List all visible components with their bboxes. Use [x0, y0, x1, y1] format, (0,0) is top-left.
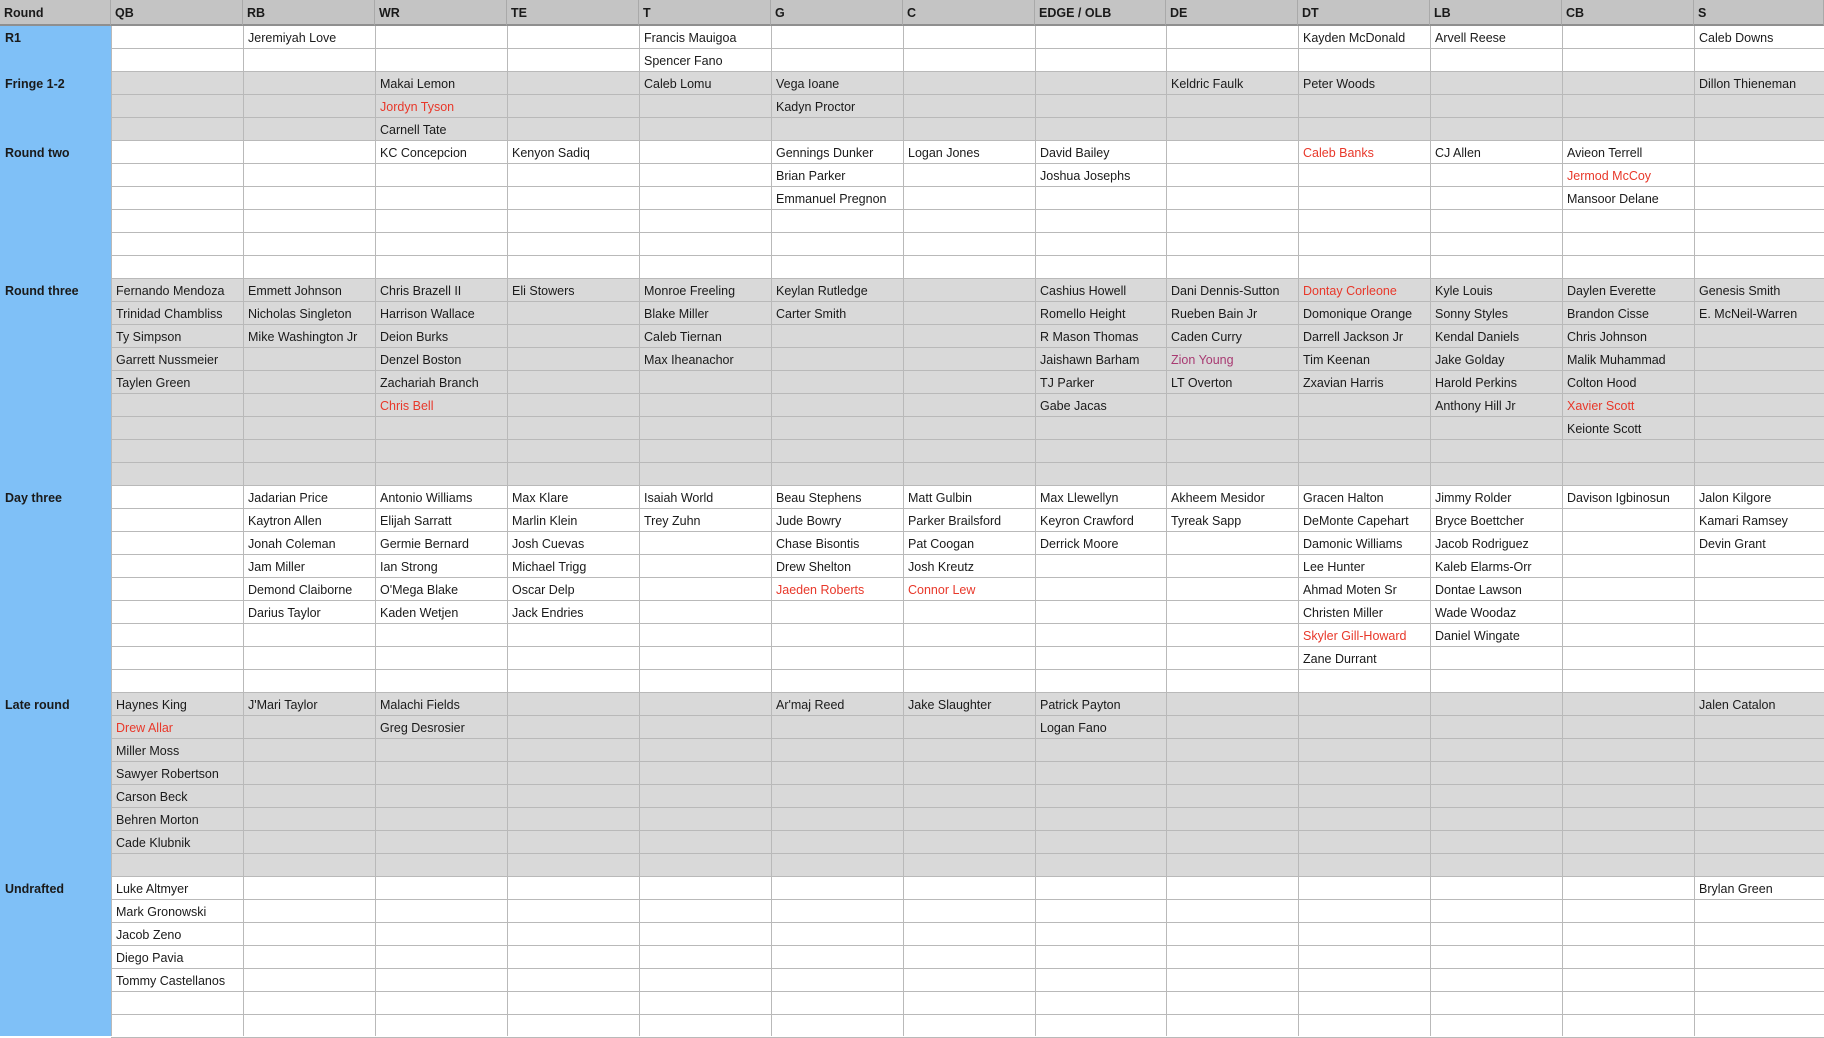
player-cell[interactable]: Makai Lemon [380, 77, 456, 91]
player-cell[interactable]: LT Overton [1171, 376, 1233, 390]
player-cell[interactable]: Dani Dennis-Sutton [1171, 284, 1280, 298]
column-divider [1694, 26, 1695, 1036]
player-cell[interactable]: Ty Simpson [116, 330, 182, 344]
round-label[interactable]: Round two [5, 146, 70, 160]
player-cell[interactable]: Jude Bowry [776, 514, 842, 528]
column-divider [111, 26, 112, 1036]
player-cell[interactable]: David Bailey [1040, 146, 1110, 160]
player-cell[interactable]: Cashius Howell [1040, 284, 1127, 298]
player-cell[interactable]: Luke Altmyer [116, 882, 189, 896]
player-cell[interactable]: Kayden McDonald [1303, 31, 1406, 45]
player-cell[interactable]: Spencer Fano [644, 54, 723, 68]
player-cell[interactable]: Kamari Ramsey [1699, 514, 1788, 528]
player-cell[interactable]: Max Llewellyn [1040, 491, 1119, 505]
player-cell[interactable]: Dontae Lawson [1435, 583, 1522, 597]
player-cell[interactable]: Fernando Mendoza [116, 284, 225, 298]
player-cell[interactable]: Kaytron Allen [248, 514, 322, 528]
player-cell[interactable]: Caleb Lomu [644, 77, 712, 91]
player-cell[interactable]: Beau Stephens [776, 491, 862, 505]
player-cell[interactable]: Greg Desrosier [380, 721, 465, 735]
column-header-qb[interactable]: QB [111, 0, 243, 26]
player-cell[interactable]: Deion Burks [380, 330, 449, 344]
player-cell[interactable]: Demond Claiborne [248, 583, 353, 597]
player-cell[interactable]: TJ Parker [1040, 376, 1095, 390]
player-cell[interactable]: Ar'maj Reed [776, 698, 845, 712]
player-cell[interactable]: Brian Parker [776, 169, 846, 183]
player-cell[interactable]: Harrison Wallace [380, 307, 475, 321]
player-cell[interactable]: Gracen Halton [1303, 491, 1384, 505]
column-header-t[interactable]: T [639, 0, 771, 26]
player-cell[interactable]: Trinidad Chambliss [116, 307, 223, 321]
player-cell[interactable]: Logan Jones [908, 146, 980, 160]
player-cell[interactable]: Domonique Orange [1303, 307, 1413, 321]
player-cell[interactable]: Diego Pavia [116, 951, 184, 965]
player-cell[interactable]: Sonny Styles [1435, 307, 1508, 321]
column-header-wr[interactable]: WR [375, 0, 507, 26]
player-cell[interactable]: Miller Moss [116, 744, 180, 758]
section-band-fringe-1-2 [111, 72, 1824, 141]
player-cell[interactable]: Ahmad Moten Sr [1303, 583, 1397, 597]
player-cell[interactable]: Nicholas Singleton [248, 307, 352, 321]
player-cell[interactable]: J'Mari Taylor [248, 698, 318, 712]
player-cell[interactable]: Skyler Gill-Howard [1303, 629, 1407, 643]
player-cell[interactable]: Max Iheanachor [644, 353, 734, 367]
player-cell[interactable]: Akheem Mesidor [1171, 491, 1265, 505]
row-divider [111, 117, 1824, 118]
player-cell[interactable]: Keionte Scott [1567, 422, 1642, 436]
player-cell[interactable]: Keyron Crawford [1040, 514, 1134, 528]
player-cell[interactable]: Emmanuel Pregnon [776, 192, 887, 206]
player-cell[interactable]: Trey Zuhn [644, 514, 701, 528]
column-header-edge-olb[interactable]: EDGE / OLB [1035, 0, 1166, 26]
player-cell[interactable]: Josh Cuevas [512, 537, 585, 551]
player-cell[interactable]: Darrell Jackson Jr [1303, 330, 1404, 344]
row-divider [111, 945, 1824, 946]
row-divider [111, 922, 1824, 923]
player-cell[interactable]: Jadarian Price [248, 491, 328, 505]
player-cell[interactable]: Jonah Coleman [248, 537, 336, 551]
player-cell[interactable]: Monroe Freeling [644, 284, 736, 298]
player-cell[interactable]: Colton Hood [1567, 376, 1637, 390]
player-cell[interactable]: Oscar Delp [512, 583, 575, 597]
player-cell[interactable]: Chris Johnson [1567, 330, 1647, 344]
column-divider [771, 26, 772, 1036]
player-cell[interactable]: DeMonte Capehart [1303, 514, 1409, 528]
player-cell[interactable]: Rueben Bain Jr [1171, 307, 1258, 321]
row-divider [111, 738, 1824, 739]
column-divider [1166, 26, 1167, 1036]
player-cell[interactable]: Xavier Scott [1567, 399, 1635, 413]
row-divider [111, 853, 1824, 854]
player-cell[interactable]: Anthony Hill Jr [1435, 399, 1516, 413]
player-cell[interactable]: Kenyon Sadiq [512, 146, 590, 160]
player-cell[interactable]: Tommy Castellanos [116, 974, 226, 988]
row-divider [111, 968, 1824, 969]
player-cell[interactable]: Max Klare [512, 491, 569, 505]
player-cell[interactable]: Malachi Fields [380, 698, 460, 712]
row-divider [111, 784, 1824, 785]
player-cell[interactable]: Gabe Jacas [1040, 399, 1107, 413]
player-cell[interactable]: Darius Taylor [248, 606, 321, 620]
player-cell[interactable]: Jacob Zeno [116, 928, 182, 942]
column-divider [507, 26, 508, 1036]
player-cell[interactable]: Joshua Josephs [1040, 169, 1131, 183]
player-cell[interactable]: Daylen Everette [1567, 284, 1656, 298]
column-divider [243, 26, 244, 1036]
player-cell[interactable]: Kadyn Proctor [776, 100, 856, 114]
player-cell[interactable]: Jimmy Rolder [1435, 491, 1512, 505]
player-cell[interactable]: Dontay Corleone [1303, 284, 1397, 298]
row-divider [111, 255, 1824, 256]
player-cell[interactable]: Kyle Louis [1435, 284, 1493, 298]
player-cell[interactable]: Germie Bernard [380, 537, 469, 551]
player-cell[interactable]: Garrett Nussmeier [116, 353, 219, 367]
player-cell[interactable]: Harold Perkins [1435, 376, 1517, 390]
player-cell[interactable]: Caden Curry [1171, 330, 1242, 344]
player-cell[interactable]: Kendal Daniels [1435, 330, 1520, 344]
column-header-round[interactable]: Round [0, 0, 111, 26]
player-cell[interactable]: Jacob Rodriguez [1435, 537, 1529, 551]
player-cell[interactable]: Malik Muhammad [1567, 353, 1666, 367]
player-cell[interactable]: Arvell Reese [1435, 31, 1506, 45]
round-label[interactable]: Fringe 1-2 [5, 77, 65, 91]
row-divider [111, 646, 1824, 647]
round-label[interactable]: R1 [5, 31, 21, 45]
round-label[interactable]: Day three [5, 491, 62, 505]
player-cell[interactable]: Emmett Johnson [248, 284, 342, 298]
round-label[interactable]: Round three [5, 284, 79, 298]
player-cell[interactable]: Pat Coogan [908, 537, 975, 551]
player-cell[interactable]: Taylen Green [116, 376, 191, 390]
player-cell[interactable]: Zachariah Branch [380, 376, 479, 390]
column-divider [1430, 26, 1431, 1036]
player-cell[interactable]: Logan Fano [1040, 721, 1107, 735]
column-divider [639, 26, 640, 1036]
player-cell[interactable]: Francis Mauigoa [644, 31, 737, 45]
section-band-late-round [111, 693, 1824, 877]
player-cell[interactable]: Denzel Boston [380, 353, 462, 367]
player-cell[interactable]: Caleb Tiernan [644, 330, 722, 344]
player-cell[interactable]: Jake Slaughter [908, 698, 992, 712]
player-cell[interactable]: Zane Durrant [1303, 652, 1377, 666]
player-cell[interactable]: Carnell Tate [380, 123, 447, 137]
player-cell[interactable]: Haynes King [116, 698, 187, 712]
column-divider [1035, 26, 1036, 1036]
round-label[interactable]: Undrafted [5, 882, 65, 896]
player-cell[interactable]: Antonio Williams [380, 491, 473, 505]
player-cell[interactable]: Tim Keenan [1303, 353, 1370, 367]
column-header-cb[interactable]: CB [1562, 0, 1694, 26]
player-cell[interactable]: Patrick Payton [1040, 698, 1121, 712]
player-cell[interactable]: Eli Stowers [512, 284, 575, 298]
player-cell[interactable]: Brandon Cisse [1567, 307, 1649, 321]
player-cell[interactable]: Carson Beck [116, 790, 188, 804]
player-cell[interactable]: Marlin Klein [512, 514, 578, 528]
player-cell[interactable]: Jalon Kilgore [1699, 491, 1772, 505]
row-divider [111, 669, 1824, 670]
column-header-c[interactable]: C [903, 0, 1035, 26]
player-cell[interactable]: Keylan Rutledge [776, 284, 868, 298]
player-cell[interactable]: Jordyn Tyson [380, 100, 455, 114]
player-cell[interactable]: Caleb Banks [1303, 146, 1374, 160]
player-cell[interactable]: Zion Young [1171, 353, 1234, 367]
player-cell[interactable]: Vega Ioane [776, 77, 840, 91]
player-cell[interactable]: Lee Hunter [1303, 560, 1365, 574]
player-cell[interactable]: Behren Morton [116, 813, 199, 827]
column-divider [1298, 26, 1299, 1036]
player-cell[interactable]: Jermod McCoy [1567, 169, 1652, 183]
player-cell[interactable]: Carter Smith [776, 307, 847, 321]
player-cell[interactable]: Zxavian Harris [1303, 376, 1384, 390]
player-cell[interactable]: Kaleb Elarms-Orr [1435, 560, 1532, 574]
player-cell[interactable]: Bryce Boettcher [1435, 514, 1524, 528]
player-cell[interactable]: Romello Height [1040, 307, 1126, 321]
player-cell[interactable]: Elijah Sarratt [380, 514, 452, 528]
player-cell[interactable]: Mark Gronowski [116, 905, 207, 919]
player-cell[interactable]: Keldric Faulk [1171, 77, 1244, 91]
player-cell[interactable]: Jack Endries [512, 606, 584, 620]
column-header-lb[interactable]: LB [1430, 0, 1562, 26]
row-divider [111, 1014, 1824, 1015]
player-cell[interactable]: Michael Trigg [512, 560, 587, 574]
player-cell[interactable]: Genesis Smith [1699, 284, 1781, 298]
player-cell[interactable]: Cade Klubnik [116, 836, 191, 850]
row-divider [111, 462, 1824, 463]
row-divider [111, 94, 1824, 95]
column-header-te[interactable]: TE [507, 0, 639, 26]
column-header-dt[interactable]: DT [1298, 0, 1430, 26]
player-cell[interactable]: Damonic Williams [1303, 537, 1403, 551]
column-header-g[interactable]: G [771, 0, 903, 26]
row-divider [111, 807, 1824, 808]
player-cell[interactable]: Jake Golday [1435, 353, 1505, 367]
player-cell[interactable]: Christen Miller [1303, 606, 1383, 620]
column-divider [1562, 26, 1563, 1036]
player-cell[interactable]: Ian Strong [380, 560, 438, 574]
player-cell[interactable]: Kaden Wetjen [380, 606, 459, 620]
player-cell[interactable]: KC Concepcion [380, 146, 467, 160]
player-cell[interactable]: Derrick Moore [1040, 537, 1119, 551]
player-cell[interactable]: Parker Brailsford [908, 514, 1002, 528]
player-cell[interactable]: Caleb Downs [1699, 31, 1774, 45]
player-cell[interactable]: Jaeden Roberts [776, 583, 865, 597]
player-cell[interactable]: Connor Lew [908, 583, 976, 597]
player-cell[interactable]: Davison Igbinosun [1567, 491, 1670, 505]
column-header-rb[interactable]: RB [243, 0, 375, 26]
column-divider [375, 26, 376, 1036]
player-cell[interactable]: Drew Allar [116, 721, 173, 735]
player-cell[interactable]: Chris Bell [380, 399, 434, 413]
player-cell[interactable]: R Mason Thomas [1040, 330, 1139, 344]
row-divider [111, 899, 1824, 900]
player-cell[interactable]: CJ Allen [1435, 146, 1481, 160]
player-cell[interactable]: Sawyer Robertson [116, 767, 219, 781]
column-divider [903, 26, 904, 1036]
player-cell[interactable]: Blake Miller [644, 307, 709, 321]
row-divider [111, 830, 1824, 831]
player-cell[interactable]: Tyreak Sapp [1171, 514, 1242, 528]
player-cell[interactable]: Drew Shelton [776, 560, 852, 574]
player-cell[interactable]: Avieon Terrell [1567, 146, 1643, 160]
player-cell[interactable]: Wade Woodaz [1435, 606, 1517, 620]
round-label[interactable]: Late round [5, 698, 70, 712]
player-cell[interactable]: Josh Kreutz [908, 560, 975, 574]
column-header-s[interactable]: S [1694, 0, 1824, 26]
row-divider [111, 232, 1824, 233]
player-cell[interactable]: Jaishawn Barham [1040, 353, 1140, 367]
player-cell[interactable]: Mike Washington Jr [248, 330, 358, 344]
row-divider [111, 761, 1824, 762]
player-cell[interactable]: Chris Brazell II [380, 284, 462, 298]
player-cell[interactable]: Mansoor Delane [1567, 192, 1659, 206]
column-header-de[interactable]: DE [1166, 0, 1298, 26]
player-cell[interactable]: Isaiah World [644, 491, 714, 505]
player-cell[interactable]: Gennings Dunker [776, 146, 874, 160]
player-cell[interactable]: Jeremiyah Love [248, 31, 337, 45]
player-cell[interactable]: E. McNeil-Warren [1699, 307, 1798, 321]
player-cell[interactable]: Jam Miller [248, 560, 305, 574]
player-cell[interactable]: Peter Woods [1303, 77, 1376, 91]
player-cell[interactable]: Matt Gulbin [908, 491, 972, 505]
player-cell[interactable]: Chase Bisontis [776, 537, 860, 551]
player-cell[interactable]: O'Mega Blake [380, 583, 459, 597]
player-cell[interactable]: Dillon Thieneman [1699, 77, 1797, 91]
player-cell[interactable]: Devin Grant [1699, 537, 1766, 551]
player-cell[interactable]: Brylan Green [1699, 882, 1773, 896]
row-divider [111, 991, 1824, 992]
player-cell[interactable]: Daniel Wingate [1435, 629, 1520, 643]
player-cell[interactable]: Jalen Catalon [1699, 698, 1776, 712]
